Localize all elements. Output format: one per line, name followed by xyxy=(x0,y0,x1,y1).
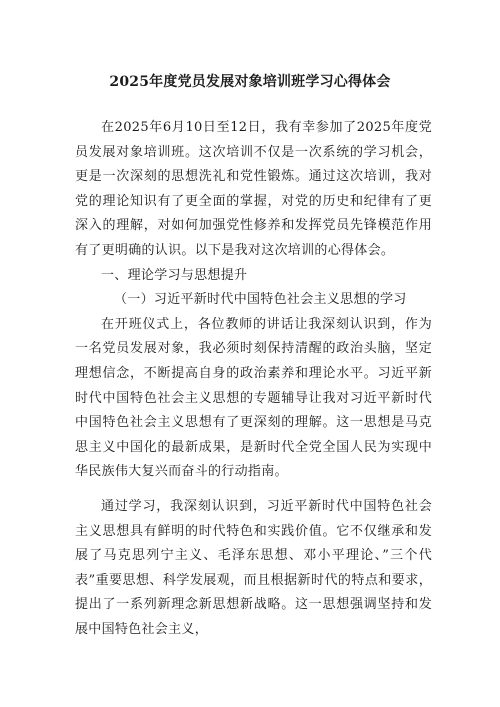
document-title: 2025年度党员发展对象培训班学习心得体会 xyxy=(109,74,391,90)
subsection-heading: （一）习近平新时代中国特色社会主义思想的学习 xyxy=(114,292,407,308)
body-paragraph: 通过学习，我深刻认识到，习近平新时代中国特色社会主义思想具有鲜明的时代特色和实践价值。它不仅继承和发展了马克思列宁主义、毛泽东思想、邓小平理论、”三个代表”重要思想、科学发展观，而且根据新时代的特点和要求，提出了一系列新理念新思想新战略。这一思想强调坚持和发展中国特色社会主义， xyxy=(75,498,432,637)
intro-paragraph: 在2025年6月10日至12日，我有幸参加了2025年度党员发展对象培训班。这次培训不仅是一次系统的学习机会，更是一次深刻的思想洗礼和党性锻炼。通过这次培训，我对党的理论知识有了更全面的掌握，对党的历史和纪律有了更深入的理解，对如何加强党性修养和发挥党员先锋模范作用有了更明确的认识。以下是我对这次培训的心得体会。 xyxy=(75,120,432,258)
paragraph-gap xyxy=(75,485,432,495)
body-paragraph: 在开班仪式上，各位教师的讲话让我深刻认识到，作为一名党员发展对象，我必须时刻保持清醒的政治头脑，坚定理想信念，不断提高自身的政治素养和理论水平。习近平新时代中国特色社会主义思想的专题辅导让我对习近平新时代中国特色社会主义思想有了更深刻的理解。这一思想是马克思主义中国化的最新成果，是新时代全党全国人民为实现中华民族伟大复兴而奋斗的行动指南。 xyxy=(75,316,432,480)
document-body xyxy=(75,116,432,642)
section-heading: 一、理论学习与思想提升 xyxy=(101,267,248,283)
